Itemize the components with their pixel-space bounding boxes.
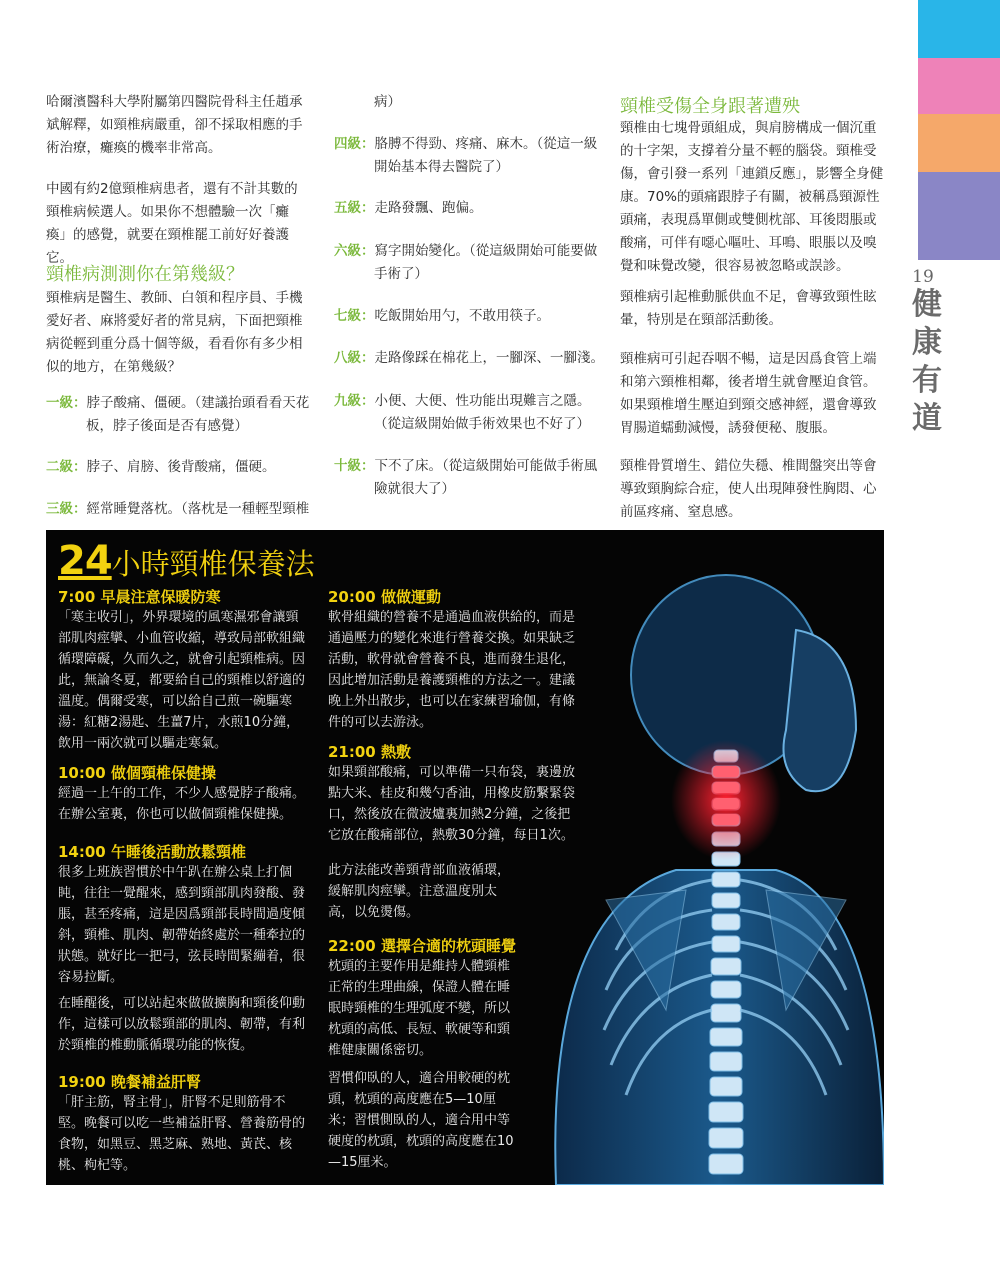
tip-0700-heading: 7:00 早晨注意保暖防寒 [58,588,221,606]
col3-para-3: 頸椎病可引起吞咽不暢，這是因爲食管上端和第六頸椎相鄰，後者增生就會壓迫食管。如果頸椎增生壓迫到頸交感神經，還會導致胃腸道蠕動減慢，誘發便秘、腹脹。 [620,351,877,436]
tip-1000-text: 經過一上午的工作，不少人感覺脖子酸痛。在辦公室裏，你也可以做個頸椎保健操。 [58,786,306,822]
col3-para-4: 頸椎骨質增生、錯位失穩、椎間盤突出等會導致頸胸綜合症，使人出現陣發性胸悶、心前區疼痛、窒息感。 [620,458,877,520]
page-number: 19 [912,267,934,287]
level-2: 二級：脖子、肩膀、後背酸痛，僵硬。 [46,459,276,475]
level-1: 一級：脖子酸痛、僵硬。（建議抬頭看看天花 板，脖子後面是否有感覺） [46,395,310,434]
tip-1900-heading: 19:00 晚餐補益肝腎 [58,1073,201,1091]
col3-para-1: 頸椎由七塊骨頭組成，與肩膀構成一個沉重的十字架，支撐着分量不輕的腦袋。頸椎受傷，會引發一系列「連鎖反應」，影響全身健康。70%的頭痛跟脖子有關，被稱爲頸源性頭痛，表現爲單側或雙側枕部、耳後悶脹或酸痛，可伴有噁心嘔吐、耳鳴、眼脹以及嗅覺和味覺改變，很容易被忽略或誤診。 [620,120,884,274]
tip-2200-heading: 22:00 選擇合適的枕頭睡覺 [328,937,516,955]
level-3: 三級：經常睡覺落枕。（落枕是一種輕型頸椎 [46,501,310,517]
color-tab-orange [918,114,1000,172]
col1-intro-1: 哈爾濱醫科大學附屬第四醫院骨科主任趙承斌解釋，如頸椎病嚴重，卻不採取相應的手術治療，癱瘓的機率非常高。 [46,94,303,156]
tip-2000-heading: 20:00 做做運動 [328,588,441,606]
tip-1400-text-2: 在睡醒後，可以站起來做做擴胸和頸後仰動作，這樣可以放鬆頸部的肌肉、韌帶，有利於頸椎的椎動脈循環功能的恢復。 [58,996,306,1053]
tip-1900-text: 「肝主筋，腎主骨」，肝腎不足則筋骨不堅。晚餐可以吃一些補益肝腎、營養筋骨的食物，如黑豆、黑芝麻、熟地、黃芪、核桃、枸杞等。 [58,1095,306,1173]
spine-illustration [526,570,884,1185]
level-5: 五級：走路發飄、跑偏。 [334,200,483,216]
tip-2100-text: 如果頸部酸痛，可以準備一只布袋，裏邊放點大米、桂皮和幾勺香油，用橡皮筋繫緊袋口，然後放在微波爐裏加熱2分鐘，之後把它放在酸痛部位，熱敷30分鐘，每日1次。 [328,765,576,843]
level-7: 七級：吃飯開始用勺，不敢用筷子。 [334,308,550,324]
level-9: 九級：小便、大便、性功能出現難言之隱。 （從這級開始做手術效果也不好了） [334,393,591,432]
level-10: 十級：下不了床。（從這級開始可能做手術風 險就很大了） [334,458,598,497]
tip-2100-text-2: 此方法能改善頸背部血液循環，緩解肌肉痙攣。注意溫度別太高，以免燙傷。 [328,863,511,920]
color-tab-purple [918,172,1000,260]
tip-1400-heading: 14:00 午睡後活動放鬆頸椎 [58,843,246,861]
color-tab-pink [918,58,1000,114]
col1-heading: 頸椎病測測你在第幾級？ [46,264,244,285]
tip-1000-heading: 10:00 做個頸椎保健操 [58,764,216,782]
col3-heading: 頸椎受傷全身跟著遭殃 [620,96,800,117]
neck-care-box [46,530,884,1185]
col3-para-2: 頸椎病引起椎動脈供血不足，會導致頸性眩暈，特別是在頸部活動後。 [620,289,877,328]
level-6: 六級：寫字開始變化。（從這級開始可能要做 手術了） [334,243,598,282]
level-4: 四級：胳膊不得勁、疼痛、麻木。（從這一級 開始基本得去醫院了） [334,136,598,175]
col1-intro-3: 頸椎病是醫生、教師、白領和程序員、手機愛好者、麻將愛好者的常見病，下面把頸椎病從輕到重分爲十個等級，看看你有多少相似的地方，在第幾級？ [46,290,303,375]
level-8: 八級：走路像踩在棉花上，一腳深、一腳淺。 [334,350,604,366]
color-tab-cyan [918,0,1000,58]
section-title: 健 康 有 道 [912,287,942,436]
tip-0700-text: 「寒主收引」，外界環境的風寒濕邪會讓頸部肌肉痙攣、小血管收縮，導致局部軟組織循環障礙，久而久之，就會引起頸椎病。因此，無論冬夏，都要給自己的頸椎以舒適的溫度。偶爾受寒，可以給自己煎一碗驅寒湯：紅糖2湯匙、生薑7片，水煎10分鐘，飲用一兩次就可以驅走寒氣。 [58,610,306,751]
box-title: 24小時頸椎保養法 [58,538,315,584]
level-3-cont: 病） [374,94,401,110]
tip-2200-text: 枕頭的主要作用是維持人體頸椎正常的生理曲線，保證人體在睡眠時頸椎的生理弧度不變，所以枕頭的高低、長短、軟硬等和頸椎健康關係密切。 [328,959,511,1058]
tip-2000-text: 軟骨組織的營養不是通過血液供給的，而是通過壓力的變化來進行營養交換。如果缺乏活動，軟骨就會營養不良，進而發生退化，因此增加活動是養護頸椎的方法之一。建議晚上外出散步，也可以在家練習瑜伽，有條件的可以去游泳。 [328,610,576,730]
tip-1400-text: 很多上班族習慣於中午趴在辦公桌上打個盹，往往一覺醒來，感到頸部肌肉發酸、發脹，甚至疼痛，這是因爲頸部長時間過度傾斜，頸椎、肌肉、韌帶始終處於一種牽拉的狀態。就好比一把弓，弦長時間緊繃着，很容易拉斷。 [58,865,306,985]
tip-2200-text-2: 習慣仰臥的人，適合用較硬的枕頭，枕頭的高度應在5—10厘米；習慣側臥的人，適合用中等硬度的枕頭，枕頭的高度應在10—15厘米。 [328,1071,514,1170]
col1-intro-2: 中國有約2億頸椎病患者，還有不計其數的頸椎病候選人。如果你不想體驗一次「癱瘓」的感覺，就要在頸椎罷工前好好養護它。 [46,181,298,266]
tip-2100-heading: 21:00 熱敷 [328,743,411,761]
